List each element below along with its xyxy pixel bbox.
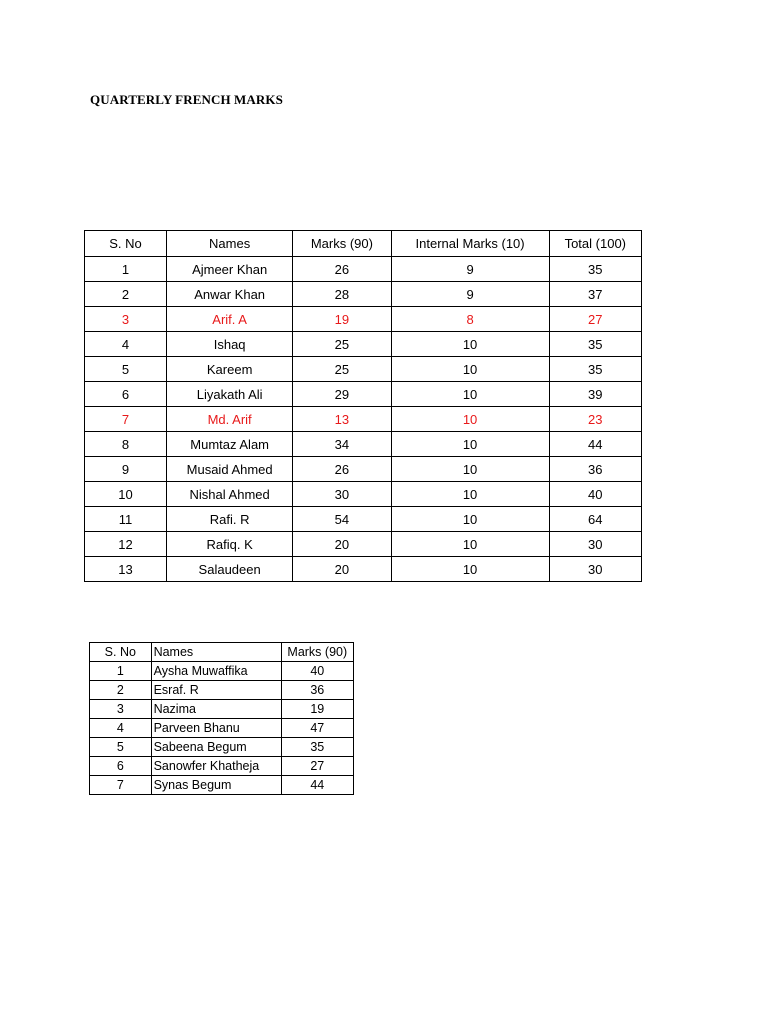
cell-internal-marks: 8	[391, 307, 549, 332]
cell-sno: 7	[85, 407, 167, 432]
table-row	[85, 507, 642, 532]
table-row	[85, 382, 642, 407]
cell-marks: 26	[293, 257, 391, 282]
cell-marks: 34	[293, 432, 391, 457]
cell-marks: 40	[281, 662, 353, 681]
cell-name: Kareem	[167, 357, 293, 382]
cell-total: 40	[549, 482, 641, 507]
cell-sno: 2	[90, 681, 152, 700]
cell-name: Nazima	[151, 700, 281, 719]
cell-marks: 19	[293, 307, 391, 332]
cell-name: Musaid Ahmed	[167, 457, 293, 482]
table-row	[90, 681, 354, 700]
table-row	[85, 407, 642, 432]
cell-name: Parveen Bhanu	[151, 719, 281, 738]
cell-name: Ishaq	[167, 332, 293, 357]
cell-marks: 25	[293, 357, 391, 382]
cell-internal-marks: 10	[391, 407, 549, 432]
header-sno: S. No	[90, 643, 152, 662]
cell-marks: 30	[293, 482, 391, 507]
cell-marks: 27	[281, 757, 353, 776]
cell-internal-marks: 10	[391, 332, 549, 357]
cell-sno: 10	[85, 482, 167, 507]
cell-sno: 8	[85, 432, 167, 457]
table-row	[85, 482, 642, 507]
cell-marks: 47	[281, 719, 353, 738]
marks-table-main	[84, 230, 642, 582]
table-row	[85, 432, 642, 457]
marks-table-main-body	[85, 257, 642, 582]
cell-marks: 26	[293, 457, 391, 482]
cell-sno: 9	[85, 457, 167, 482]
cell-internal-marks: 10	[391, 532, 549, 557]
cell-name: Esraf. R	[151, 681, 281, 700]
marks-table-main-header	[85, 231, 642, 257]
cell-name: Md. Arif	[167, 407, 293, 432]
cell-name: Sabeena Begum	[151, 738, 281, 757]
table-row	[90, 719, 354, 738]
header-names: Names	[151, 643, 281, 662]
cell-sno: 12	[85, 532, 167, 557]
table-row	[90, 776, 354, 795]
cell-sno: 5	[85, 357, 167, 382]
table-row	[90, 738, 354, 757]
table-row	[85, 557, 642, 582]
table-row	[90, 700, 354, 719]
cell-marks: 29	[293, 382, 391, 407]
cell-name: Salaudeen	[167, 557, 293, 582]
cell-sno: 13	[85, 557, 167, 582]
cell-marks: 25	[293, 332, 391, 357]
header-row	[90, 643, 354, 662]
cell-name: Synas Begum	[151, 776, 281, 795]
cell-internal-marks: 10	[391, 357, 549, 382]
cell-sno: 6	[85, 382, 167, 407]
cell-total: 35	[549, 257, 641, 282]
cell-sno: 4	[90, 719, 152, 738]
header-row	[85, 231, 642, 257]
cell-total: 30	[549, 557, 641, 582]
table-row	[90, 662, 354, 681]
cell-internal-marks: 9	[391, 282, 549, 307]
cell-total: 30	[549, 532, 641, 557]
cell-name: Aysha Muwaffika	[151, 662, 281, 681]
marks-table-secondary-header	[90, 643, 354, 662]
cell-name: Mumtaz Alam	[167, 432, 293, 457]
cell-total: 44	[549, 432, 641, 457]
header-names: Names	[167, 231, 293, 257]
cell-total: 39	[549, 382, 641, 407]
cell-internal-marks: 10	[391, 432, 549, 457]
cell-total: 64	[549, 507, 641, 532]
table-row	[85, 457, 642, 482]
cell-sno: 6	[90, 757, 152, 776]
marks-table-secondary	[89, 642, 354, 795]
cell-name: Ajmeer Khan	[167, 257, 293, 282]
cell-total: 23	[549, 407, 641, 432]
table-row	[85, 357, 642, 382]
cell-marks: 20	[293, 557, 391, 582]
cell-sno: 4	[85, 332, 167, 357]
cell-internal-marks: 10	[391, 557, 549, 582]
cell-name: Arif. A	[167, 307, 293, 332]
cell-sno: 7	[90, 776, 152, 795]
cell-marks: 35	[281, 738, 353, 757]
cell-name: Rafiq. K	[167, 532, 293, 557]
table-row	[85, 332, 642, 357]
marks-table-secondary-body	[90, 662, 354, 795]
cell-sno: 2	[85, 282, 167, 307]
cell-marks: 54	[293, 507, 391, 532]
cell-total: 27	[549, 307, 641, 332]
header-sno: S. No	[85, 231, 167, 257]
header-marks: Marks (90)	[281, 643, 353, 662]
table-row	[85, 307, 642, 332]
cell-sno: 3	[85, 307, 167, 332]
cell-marks: 36	[281, 681, 353, 700]
cell-internal-marks: 9	[391, 257, 549, 282]
cell-name: Sanowfer Khatheja	[151, 757, 281, 776]
cell-sno: 1	[90, 662, 152, 681]
cell-total: 35	[549, 332, 641, 357]
cell-total: 35	[549, 357, 641, 382]
cell-total: 37	[549, 282, 641, 307]
table-row	[85, 532, 642, 557]
cell-sno: 5	[90, 738, 152, 757]
cell-internal-marks: 10	[391, 457, 549, 482]
cell-sno: 11	[85, 507, 167, 532]
cell-name: Anwar Khan	[167, 282, 293, 307]
cell-sno: 3	[90, 700, 152, 719]
table-row	[85, 257, 642, 282]
cell-marks: 20	[293, 532, 391, 557]
cell-total: 36	[549, 457, 641, 482]
header-internal-marks: Internal Marks (10)	[391, 231, 549, 257]
document-title: QUARTERLY FRENCH MARKS	[90, 92, 283, 107]
header-total: Total (100)	[549, 231, 641, 257]
cell-marks: 44	[281, 776, 353, 795]
header-marks: Marks (90)	[293, 231, 391, 257]
cell-internal-marks: 10	[391, 507, 549, 532]
cell-name: Liyakath Ali	[167, 382, 293, 407]
cell-internal-marks: 10	[391, 382, 549, 407]
table-row	[90, 757, 354, 776]
cell-name: Rafi. R	[167, 507, 293, 532]
table-row	[85, 282, 642, 307]
cell-marks: 28	[293, 282, 391, 307]
cell-marks: 13	[293, 407, 391, 432]
cell-internal-marks: 10	[391, 482, 549, 507]
cell-sno: 1	[85, 257, 167, 282]
cell-name: Nishal Ahmed	[167, 482, 293, 507]
cell-marks: 19	[281, 700, 353, 719]
